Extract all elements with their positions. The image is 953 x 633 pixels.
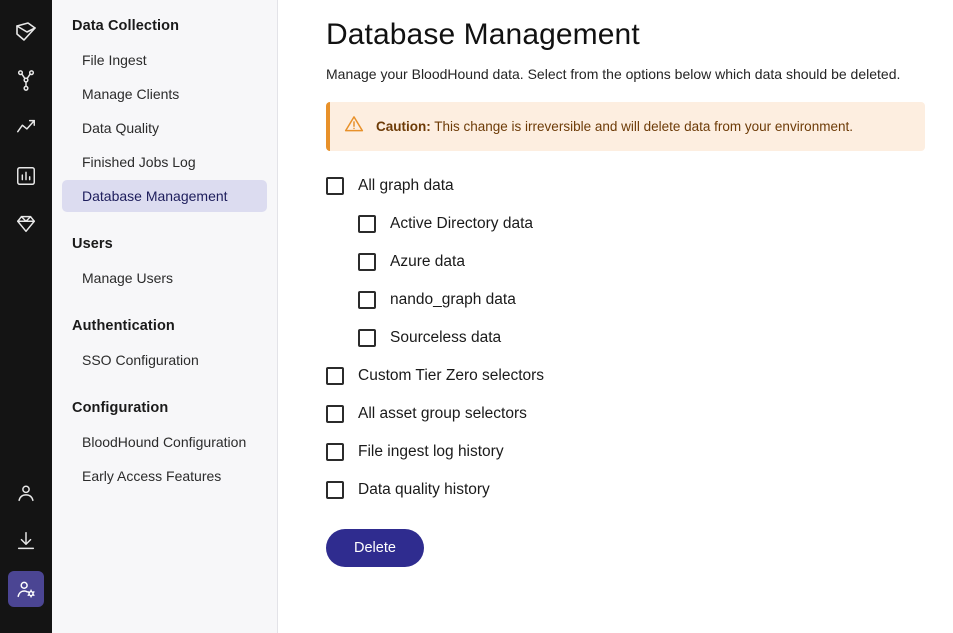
sidebar-group-authentication bbox=[52, 318, 277, 376]
caution-banner bbox=[326, 102, 925, 151]
checkbox-label: Custom Tier Zero selectors bbox=[358, 367, 545, 384]
sidebar-item-data-quality[interactable]: Data Quality bbox=[82, 120, 160, 136]
gem-icon[interactable] bbox=[8, 206, 44, 242]
checkbox-azure-data[interactable] bbox=[358, 253, 376, 271]
caution-text: This change is irreversible and will delete data from your environment. bbox=[434, 119, 853, 134]
caution-message bbox=[376, 119, 853, 134]
attack-path-icon[interactable] bbox=[8, 62, 44, 98]
sidebar-section-title: Authentication bbox=[72, 318, 175, 334]
checkbox-row-custom-tier-zero-selectors[interactable] bbox=[326, 367, 925, 385]
checkbox-row-data-quality-history[interactable] bbox=[326, 481, 925, 499]
checkbox-nando-graph-data[interactable] bbox=[358, 291, 376, 309]
checkbox-label: Active Directory data bbox=[390, 215, 533, 232]
warning-triangle-icon bbox=[344, 114, 364, 139]
sidebar-section-title: Data Collection bbox=[72, 18, 180, 34]
page-subtitle: Manage your BloodHound data. Select from the options below which data should be deleted. bbox=[326, 66, 901, 82]
checkbox-row-all-graph-data[interactable] bbox=[326, 177, 925, 195]
icon-rail bbox=[0, 0, 52, 633]
caution-prefix: Caution: bbox=[376, 119, 431, 134]
checkbox-data-quality-history[interactable] bbox=[326, 481, 344, 499]
checkbox-label: Azure data bbox=[390, 253, 465, 270]
main-content bbox=[278, 0, 953, 633]
checkbox-row-nando-graph-data[interactable] bbox=[326, 291, 925, 309]
delete-button[interactable]: Delete bbox=[326, 529, 424, 567]
checkbox-label: File ingest log history bbox=[358, 443, 504, 460]
sidebar-group-data-collection bbox=[52, 18, 277, 212]
sidebar-group-users bbox=[52, 236, 277, 294]
sidebar-item-early-access-features[interactable]: Early Access Features bbox=[82, 468, 222, 484]
checkbox-all-asset-group-selectors[interactable] bbox=[326, 405, 344, 423]
sidebar-group-configuration bbox=[52, 400, 277, 492]
download-icon[interactable] bbox=[8, 523, 44, 559]
checkbox-label: nando_graph data bbox=[390, 291, 516, 308]
checkbox-row-all-asset-group-selectors[interactable] bbox=[326, 405, 925, 423]
checkbox-all-graph-data[interactable] bbox=[326, 177, 344, 195]
sidebar-section-title: Configuration bbox=[72, 400, 169, 416]
checkbox-row-active-directory-data[interactable] bbox=[326, 215, 925, 233]
checkbox-label: All asset group selectors bbox=[358, 405, 527, 422]
rail-bottom-group bbox=[8, 475, 44, 633]
sidebar-item-database-management[interactable]: Database Management bbox=[62, 180, 267, 212]
sidebar-section-title: Users bbox=[72, 236, 113, 252]
page-title: Database Management bbox=[326, 18, 640, 51]
checkbox-row-sourceless-data[interactable] bbox=[326, 329, 925, 347]
chart-icon[interactable] bbox=[8, 158, 44, 194]
user-icon[interactable] bbox=[8, 475, 44, 511]
sidebar-item-manage-clients[interactable]: Manage Clients bbox=[82, 86, 180, 102]
sidebar-item-finished-jobs-log[interactable]: Finished Jobs Log bbox=[82, 154, 196, 170]
sidebar-item-manage-users[interactable]: Manage Users bbox=[82, 270, 174, 286]
sidebar-item-sso-configuration[interactable]: SSO Configuration bbox=[82, 352, 199, 368]
trend-icon[interactable] bbox=[8, 110, 44, 146]
checkbox-label: Data quality history bbox=[358, 481, 490, 498]
checkbox-file-ingest-log-history[interactable] bbox=[326, 443, 344, 461]
admin-user-icon[interactable] bbox=[8, 571, 44, 607]
sidebar-item-bloodhound-configuration[interactable]: BloodHound Configuration bbox=[82, 434, 247, 450]
checkbox-label: All graph data bbox=[358, 177, 454, 194]
checkbox-row-file-ingest-log-history[interactable] bbox=[326, 443, 925, 461]
sidebar-item-file-ingest[interactable]: File Ingest bbox=[82, 52, 147, 68]
checkbox-label: Sourceless data bbox=[390, 329, 502, 346]
checkbox-row-azure-data[interactable] bbox=[326, 253, 925, 271]
sidebar bbox=[52, 0, 278, 633]
checkbox-active-directory-data[interactable] bbox=[358, 215, 376, 233]
checkbox-sourceless-data[interactable] bbox=[358, 329, 376, 347]
logo-icon[interactable] bbox=[8, 14, 44, 50]
checkbox-custom-tier-zero-selectors[interactable] bbox=[326, 367, 344, 385]
